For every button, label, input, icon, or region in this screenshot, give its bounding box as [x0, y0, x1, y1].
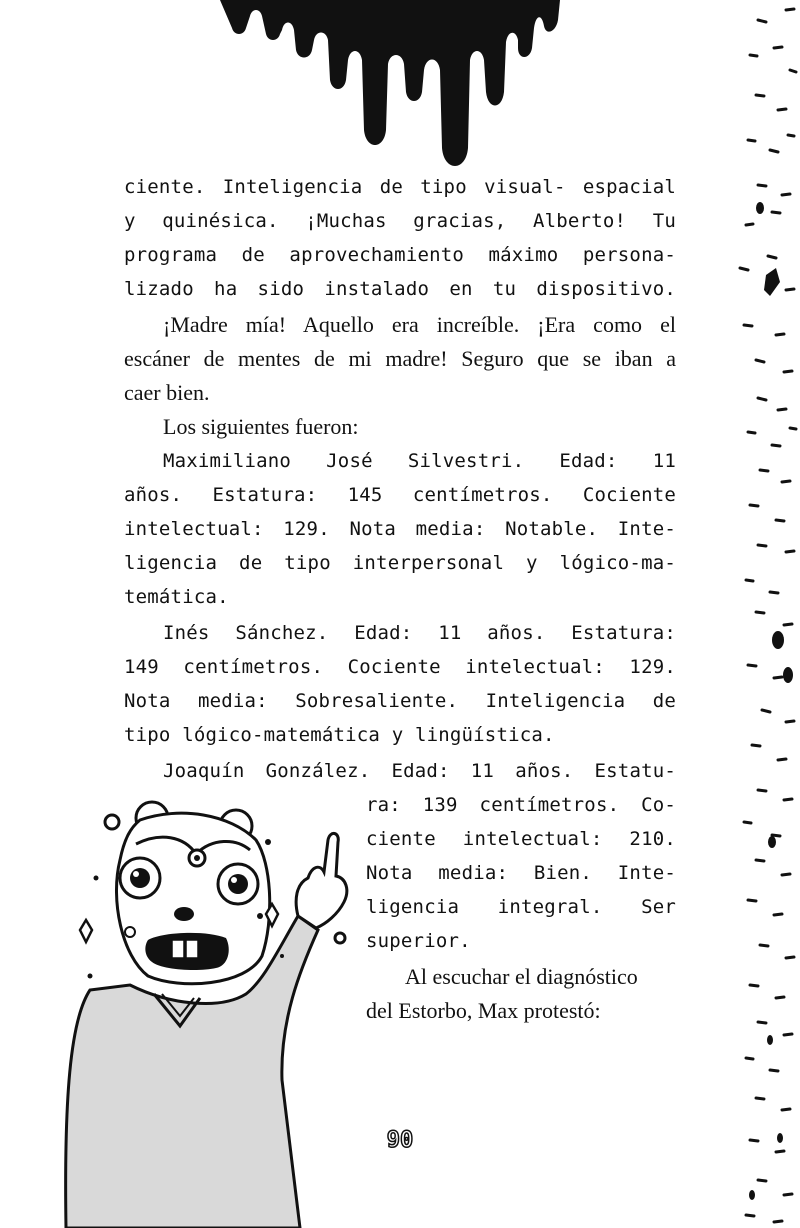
narration-line: caer bien.	[124, 380, 210, 405]
ines-entry-line: Inés Sánchez. Edad: 11 años. Estatura:	[163, 622, 676, 644]
narration-line: Los siguientes fueron:	[163, 414, 359, 439]
narration-line: Al escuchar el diagnóstico	[405, 964, 638, 989]
narration-line: escáner de mentes de mi madre! Seguro que se iban a	[124, 346, 676, 371]
dash-pattern-border	[728, 0, 800, 1228]
joaquin-entry-line: ra: 139 centímetros. Co-	[366, 794, 676, 816]
device-text-line: lizado ha sido instalado en tu dispositivo.	[124, 278, 676, 300]
joaquin-entry-line: ligencia integral. Ser	[366, 896, 676, 918]
joaquin-entry-line: Nota media: Bien. Inte-	[366, 862, 676, 884]
max-entry-line: intelectual: 129. Nota media: Notable. Inte-	[124, 518, 676, 540]
narration-line: ¡Madre mía! Aquello era increíble. ¡Era como el	[163, 312, 676, 337]
joaquin-entry-line: Joaquín González. Edad: 11 años. Estatu-	[163, 760, 676, 782]
ink-drip-illustration	[200, 0, 580, 175]
max-entry-line: temática.	[124, 586, 229, 608]
device-text-line: y quinésica. ¡Muchas gracias, Alberto! Tu	[124, 210, 676, 232]
max-entry-line: Maximiliano José Silvestri. Edad: 11	[163, 450, 676, 472]
device-text-line: ciente. Inteligencia de tipo visual- espacial	[124, 176, 676, 198]
max-entry-line: años. Estatura: 145 centímetros. Cociente	[124, 484, 676, 506]
character-illustration	[50, 780, 360, 1228]
joaquin-entry-line: superior.	[366, 930, 471, 952]
page-number: 90	[386, 1128, 414, 1153]
ines-entry-line: 149 centímetros. Cociente intelectual: 129.	[124, 656, 676, 678]
narration-line: del Estorbo, Max protestó:	[366, 998, 601, 1023]
ines-entry-line: tipo lógico-matemática y lingüística.	[124, 724, 555, 746]
ines-entry-line: Nota media: Sobresaliente. Inteligencia de	[124, 690, 676, 712]
device-text-line: programa de aprovechamiento máximo persona-	[124, 244, 676, 266]
joaquin-entry-line: ciente intelectual: 210.	[366, 828, 676, 850]
max-entry-line: ligencia de tipo interpersonal y lógico-ma-	[124, 552, 676, 574]
